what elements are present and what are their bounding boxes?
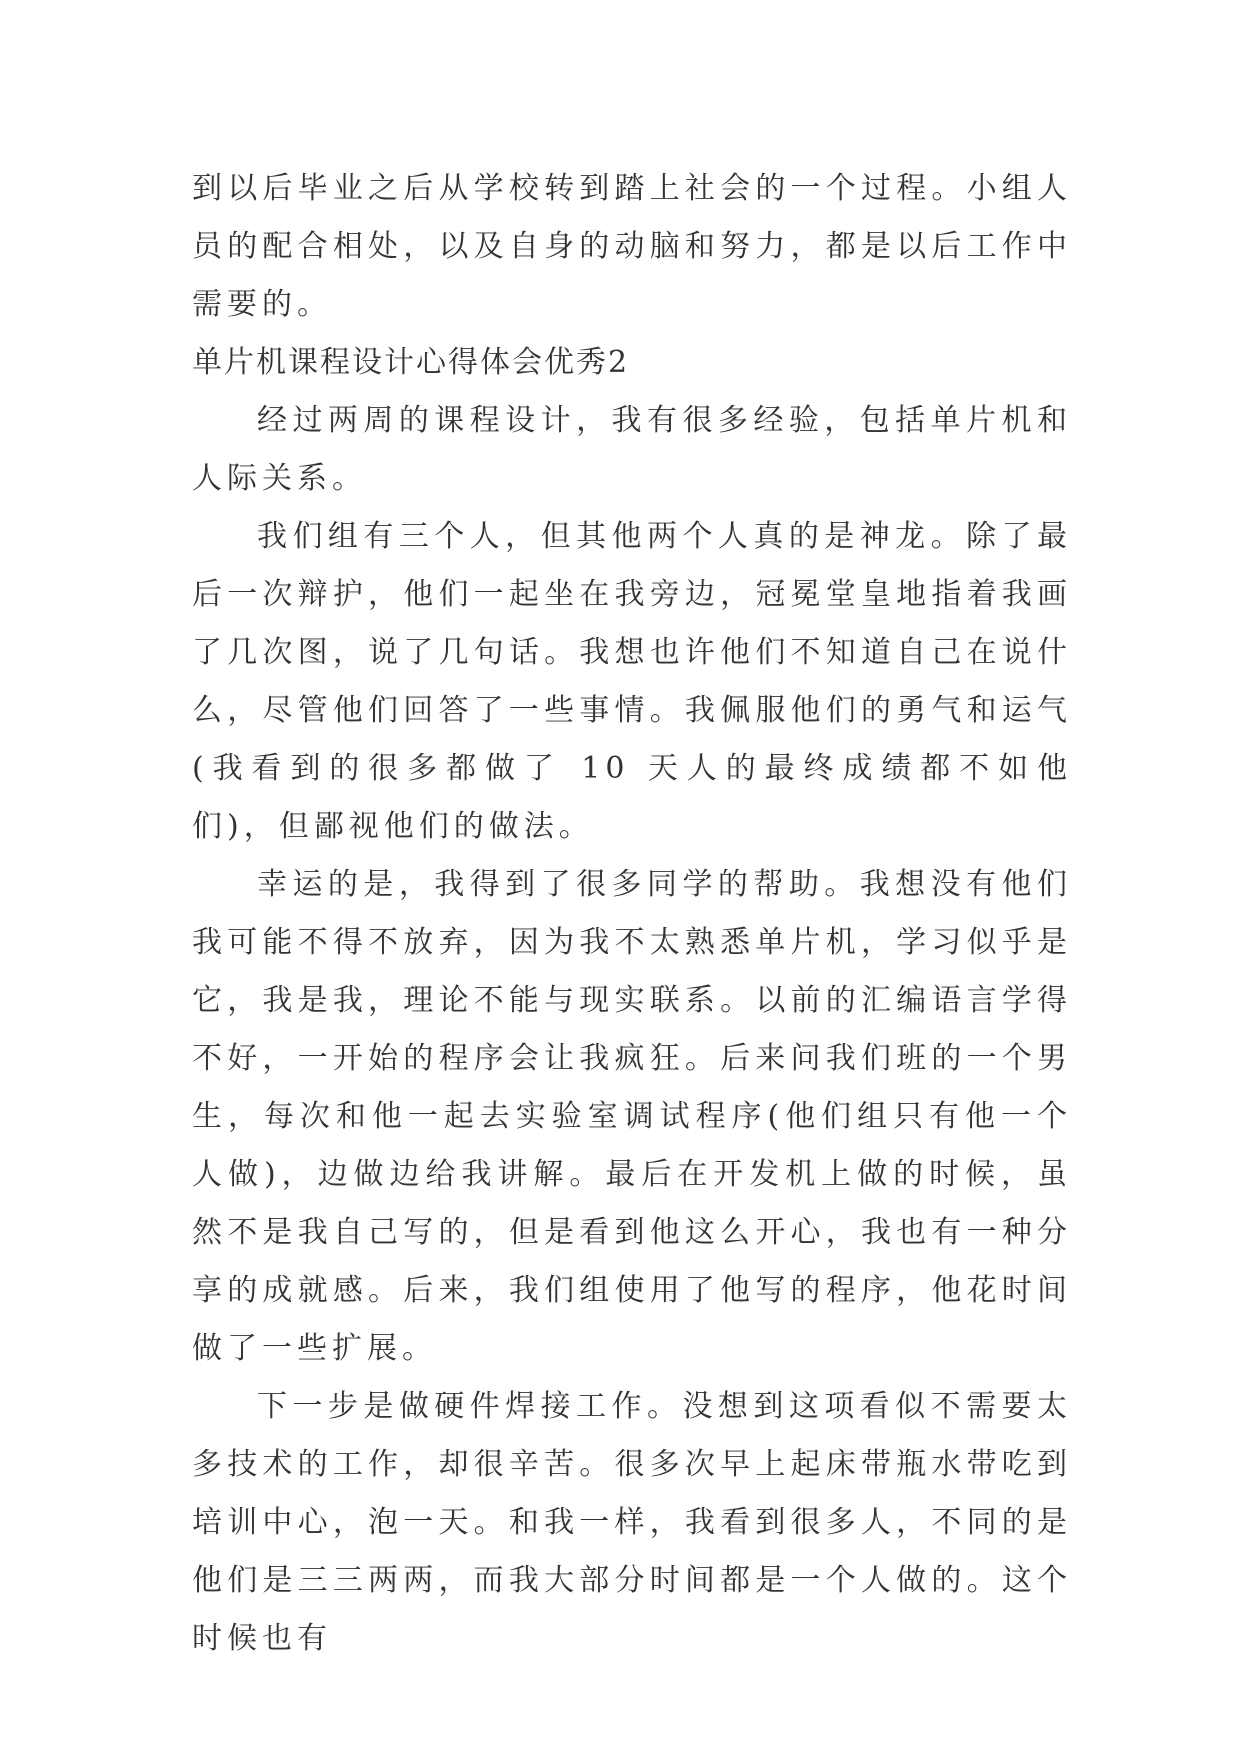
- section-heading: 单片机课程设计心得体会优秀2: [192, 345, 630, 380]
- paragraph-soldering: 下一步是做硬件焊接工作。没想到这项看似不需要太多技术的工作，却很辛苦。很多次早上起床带瓶水带吃到培训中心，泡一天。和我一样，我看到很多人，不同的是他们是三三两两，而我大部分时间都是一个人做的。这个时候也有: [192, 1389, 1072, 1656]
- paragraph-help: 幸运的是，我得到了很多同学的帮助。我想没有他们我可能不得不放弃，因为我不太熟悉单片机，学习似乎是它，我是我，理论不能与现实联系。以前的汇编语言学得不好，一开始的程序会让我疯狂。后来问我们班的一个男生，每次和他一起去实验室调试程序(他们组只有他一个人做)，边做边给我讲解。最后在开发机上做的时候，虽然不是我自己写的，但是看到他这么开心，我也有一种分享的成就感。后来，我们组使用了他写的程序，他花时间做了一些扩展。: [192, 867, 1072, 1366]
- paragraph-teammates: 我们组有三个人，但其他两个人真的是神龙。除了最后一次辩护，他们一起坐在我旁边，冠冕堂皇地指着我画了几次图，说了几句话。我想也许他们不知道自己在说什么，尽管他们回答了一些事情。我佩服他们的勇气和运气(我看到的很多都做了 10 天人的最终成绩都不如他们)，但鄙视他们的做法。: [192, 519, 1072, 844]
- intro-paragraph: 到以后毕业之后从学校转到踏上社会的一个过程。小组人员的配合相处，以及自身的动脑和努力，都是以后工作中需要的。: [192, 171, 1072, 322]
- document-body: [192, 160, 1072, 1668]
- paragraph-experience: 经过两周的课程设计，我有很多经验，包括单片机和人际关系。: [192, 403, 1072, 496]
